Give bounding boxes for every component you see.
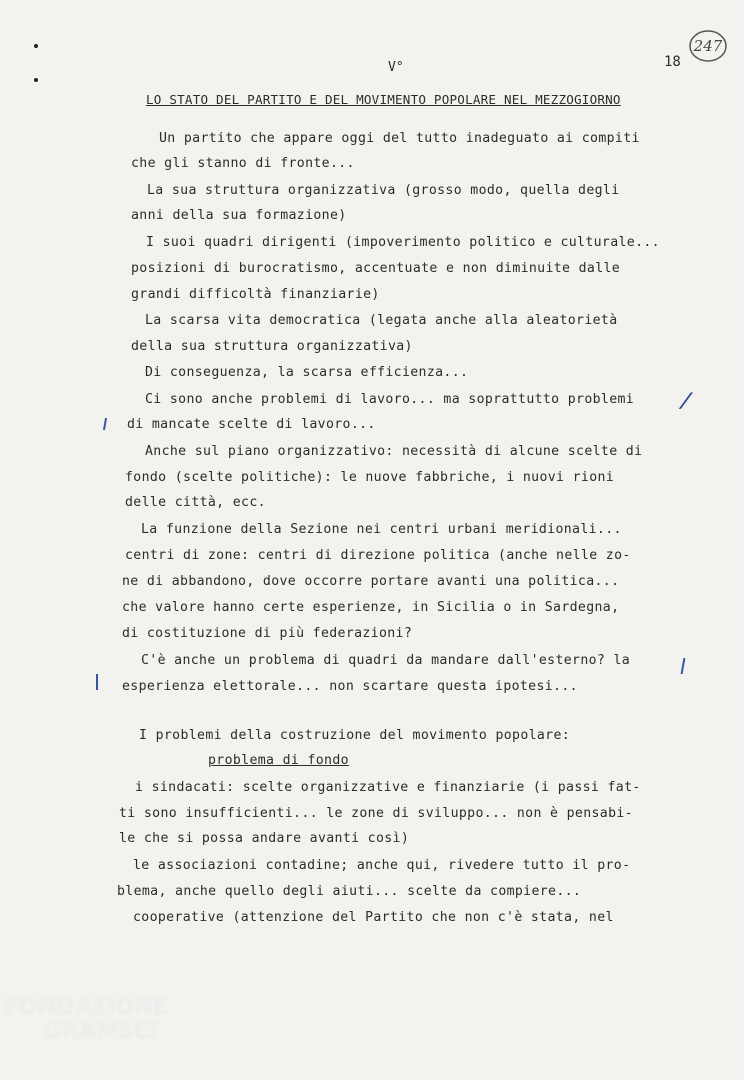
watermark	[4, 996, 194, 1044]
section-heading: I problemi della costruzione del movimento popolare:	[139, 728, 571, 743]
body-line: ne di abbandono, dove occorre portare avanti una politica...	[122, 574, 620, 589]
body-line: Ci sono anche problemi di lavoro... ma soprattutto problemi	[145, 392, 635, 407]
section-subheading: problema di fondo	[208, 753, 349, 768]
body-line: Di conseguenza, la scarsa efficienza...	[145, 365, 469, 380]
body-line: le associazioni contadine; anche qui, rivedere tutto il pro-	[133, 858, 631, 873]
body-line: di mancate scelte di lavoro...	[127, 417, 376, 432]
body-line: posizioni di burocratismo, accentuate e non diminuite dalle	[131, 261, 621, 276]
body-line: le che si possa andare avanti così)	[119, 831, 410, 846]
body-line: i sindacati: scelte organizzative e finanziarie (i passi fat-	[135, 780, 641, 795]
body-line: Un partito che appare oggi del tutto inadeguato ai compiti	[159, 131, 640, 146]
margin-dot	[34, 78, 38, 82]
body-line: che valore hanno certe esperienze, in Sicilia o in Sardegna,	[122, 600, 620, 615]
body-line: I suoi quadri dirigenti (impoverimento politico e culturale...	[146, 235, 660, 250]
archive-stamp-number: 247	[693, 37, 723, 55]
body-line: grandi difficoltà finanziarie)	[131, 287, 380, 302]
watermark-line: GRAMSCI	[44, 1019, 159, 1044]
body-line: della sua struttura organizzativa)	[131, 339, 413, 354]
archive-stamp	[688, 28, 728, 64]
pen-tick-icon	[103, 418, 107, 430]
body-line: C'è anche un problema di quadri da mandare dall'esterno? la	[141, 653, 631, 668]
pen-tick-icon	[96, 674, 98, 690]
body-line: centri di zone: centri di direzione politica (anche nelle zo-	[125, 548, 631, 563]
pen-mark-icon: /	[676, 388, 696, 412]
body-line: esperienza elettorale... non scartare questa ipotesi...	[122, 679, 578, 694]
body-line: La sua struttura organizzativa (grosso modo, quella degli	[147, 183, 620, 198]
body-line: La funzione della Sezione nei centri urbani meridionali...	[141, 522, 622, 537]
body-line: anni della sua formazione)	[131, 208, 347, 223]
body-line: blema, anche quello degli aiuti... scelte da compiere...	[117, 884, 582, 899]
body-line: La scarsa vita democratica (legata anche alla aleatorietà	[145, 313, 618, 328]
body-line: ti sono insufficienti... le zone di sviluppo... non è pensabi-	[119, 806, 633, 821]
pen-tick-icon	[681, 658, 686, 674]
body-line: cooperative (attenzione del Partito che non c'è stata, nel	[133, 910, 614, 925]
document-title: LO STATO DEL PARTITO E DEL MOVIMENTO POPOLARE NEL MEZZOGIORNO	[146, 92, 621, 107]
section-number: V°	[388, 60, 404, 75]
body-line: Anche sul piano organizzativo: necessità di alcune scelte di	[145, 444, 643, 459]
margin-dot	[34, 44, 38, 48]
body-line: fondo (scelte politiche): le nuove fabbriche, i nuovi rioni	[125, 470, 615, 485]
body-line: delle città, ecc.	[125, 495, 266, 510]
body-line: che gli stanno di fronte...	[131, 156, 355, 171]
page-number: 18	[664, 54, 681, 70]
body-line: di costituzione di più federazioni?	[122, 626, 413, 641]
watermark-line: FONDAZIONE	[4, 995, 168, 1020]
